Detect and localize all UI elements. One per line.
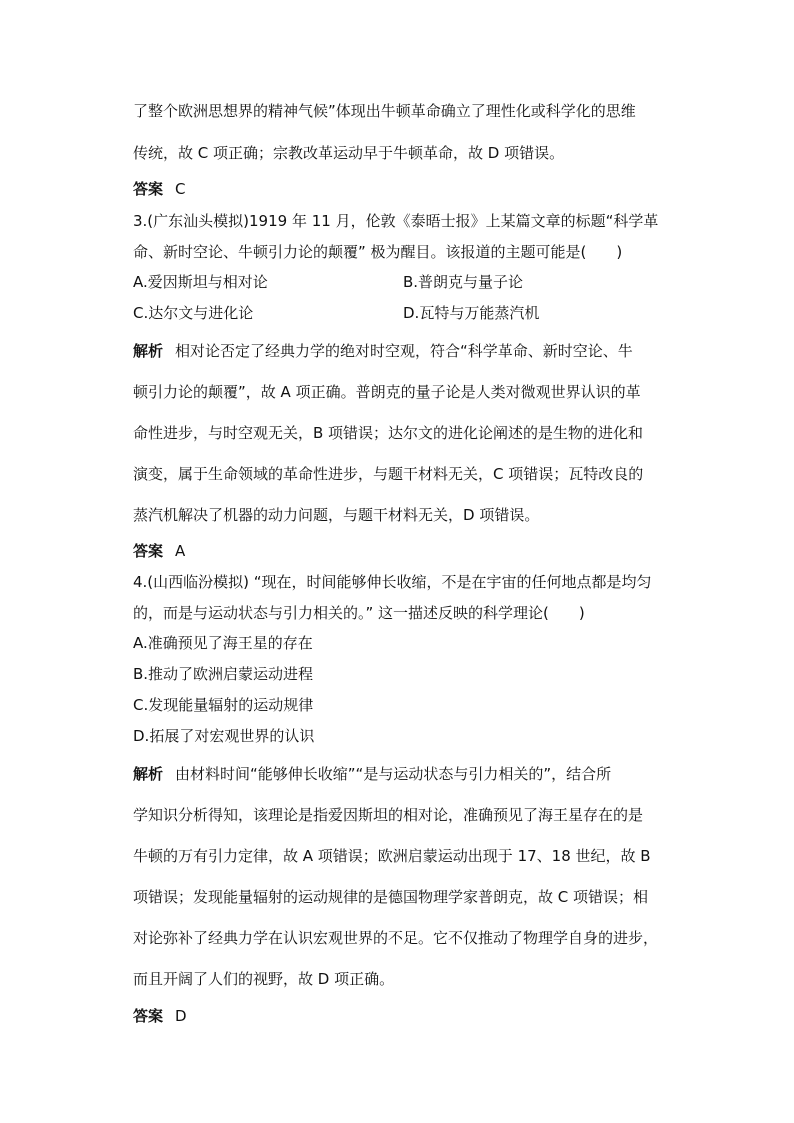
question-3-analysis-line: 命性进步，与时空观无关，B 项错误；达尔文的进化论阐述的是生物的进化和 <box>133 424 644 442</box>
question-3-analysis-line <box>133 340 678 362</box>
prev-analysis-line: 了整个欧洲思想界的精神气候”体现出牛顿革命确立了理性化或科学化的思维 <box>133 102 636 120</box>
question-3-analysis-line: 顿引力论的颠覆”，故 A 项正确。普朗克的量子论是人类对微观世界认识的革 <box>133 383 641 401</box>
question-3-analysis-line: 演变，属于生命领域的革命性进步，与题干材料无关，C 项错误；瓦特改良的 <box>133 465 644 483</box>
question-3-options-row <box>133 302 678 324</box>
option-a: A.爱因斯坦与相对论 <box>133 273 268 291</box>
question-4-analysis-line: 牛顿的万有引力定律，故 A 项错误；欧洲启蒙运动出现于 17、18 世纪，故 B <box>133 847 651 865</box>
prev-answer <box>133 178 678 200</box>
question-4-option-d: D.拓展了对宏观世界的认识 <box>133 727 315 745</box>
question-4-analysis-line: 而且开阔了人们的视野，故 D 项正确。 <box>133 970 395 988</box>
question-4-stem-line: 的，而是与运动状态与引力相关的。” 这一描述反映的科学理论( ) <box>133 604 585 622</box>
question-3-answer <box>133 540 678 562</box>
question-3-options-row <box>133 271 678 293</box>
question-4-stem-line: 4.(山西临汾模拟) “现在，时间能够伸长收缩，不是在宇宙的任何地点都是均匀 <box>133 573 652 591</box>
question-3-stem-line: 3.(广东汕头模拟)1919 年 11 月，伦敦《泰晤士报》上某篇文章的标题“科学革 <box>133 212 659 230</box>
answer-value: A <box>175 542 186 560</box>
answer-label: 答案 <box>133 542 164 560</box>
answer-label: 答案 <box>133 1007 164 1025</box>
option-b: B.普朗克与量子论 <box>403 273 524 291</box>
question-4-analysis-line: 对论弥补了经典力学在认识宏观世界的不足。它不仅推动了物理学自身的进步， <box>133 929 659 947</box>
option-d: D.瓦特与万能蒸汽机 <box>403 304 540 322</box>
question-4-analysis-line: 学知识分析得知，该理论是指爱因斯坦的相对论，准确预见了海王星存在的是 <box>133 806 644 824</box>
question-3-analysis-line: 蒸汽机解决了机器的动力问题，与题干材料无关，D 项错误。 <box>133 506 540 524</box>
question-4-option-c: C.发现能量辐射的运动规律 <box>133 696 314 714</box>
question-4-option-a: A.准确预见了海王星的存在 <box>133 634 313 652</box>
option-c: C.达尔文与进化论 <box>133 304 254 322</box>
answer-value: C <box>175 180 186 198</box>
prev-analysis-line: 传统，故 C 项正确；宗教改革运动早于牛顿革命，故 D 项错误。 <box>133 144 565 162</box>
analysis-label: 解析 <box>133 342 164 360</box>
analysis-text: 由材料时间“能够伸长收缩”“是与运动状态与引力相关的”，结合所 <box>175 765 612 783</box>
question-4-option-b: B.推动了欧洲启蒙运动进程 <box>133 665 314 683</box>
analysis-label: 解析 <box>133 765 164 783</box>
answer-label: 答案 <box>133 180 164 198</box>
question-3-stem-line: 命、新时空论、牛顿引力论的颠覆” 极为醒目。该报道的主题可能是( ) <box>133 243 623 261</box>
answer-value: D <box>175 1007 187 1025</box>
question-4-analysis-line <box>133 763 678 785</box>
analysis-text: 相对论否定了经典力学的绝对时空观，符合“科学革命、新时空论、牛 <box>175 342 633 360</box>
question-4-answer <box>133 1005 678 1027</box>
question-4-analysis-line: 项错误；发现能量辐射的运动规律的是德国物理学家普朗克，故 C 项错误；相 <box>133 888 649 906</box>
